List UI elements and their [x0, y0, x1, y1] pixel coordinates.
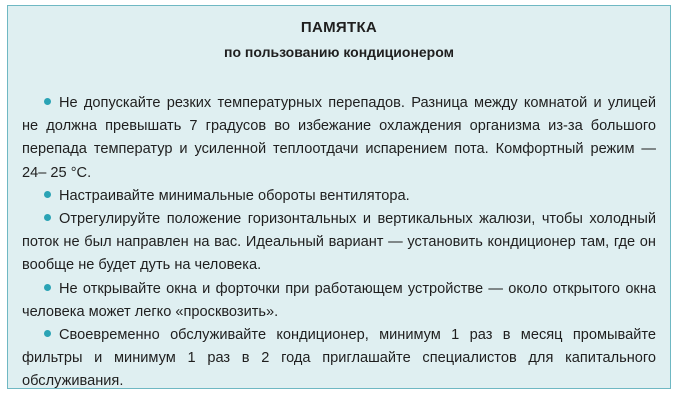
memo-item-text: Не открывайте окна и форточки при работающем устройстве — около открытого окна человека может легко «просквозить».: [22, 280, 656, 320]
bullet-icon: [44, 191, 51, 198]
memo-title: ПАМЯТКА: [300, 19, 378, 36]
memo-item: [22, 185, 656, 208]
bullet-icon: [44, 284, 51, 291]
bullet-icon: [44, 98, 51, 105]
bullet-icon: [44, 330, 51, 337]
memo-item: [22, 92, 656, 185]
memo-item: [22, 208, 656, 278]
memo-item: [22, 278, 656, 324]
memo-box: [7, 5, 671, 389]
memo-item-text: Отрегулируйте положение горизонтальных и вертикальных жалюзи, чтобы холодный поток не был направлен на вас. Идеальный вариант — установить кондиционер там, где он вообще не будет дуть на человека.: [22, 211, 656, 274]
bullet-icon: [44, 214, 51, 221]
memo-item-text: Не допускайте резких температурных перепадов. Разница между комнатой и улицей не должна превышать 7 градусов во избежание охлаждения организма из-за большого перепада температур и усиленной теплоотдачи испарением пота. Комфортный режим — 24– 25 °С.: [22, 95, 656, 181]
memo-subtitle: по пользованию кондиционером: [224, 44, 454, 60]
memo-item-text: Своевременно обслуживайте кондиционер, минимум 1 раз в месяц промывайте фильтры и минимум 1 раз в 2 года приглашайте специалистов для капитального обслуживания.: [22, 327, 656, 390]
memo-item: [22, 324, 656, 394]
memo-item-text: Настраивайте минимальные обороты вентилятора.: [59, 187, 410, 204]
memo-list: [22, 92, 656, 394]
